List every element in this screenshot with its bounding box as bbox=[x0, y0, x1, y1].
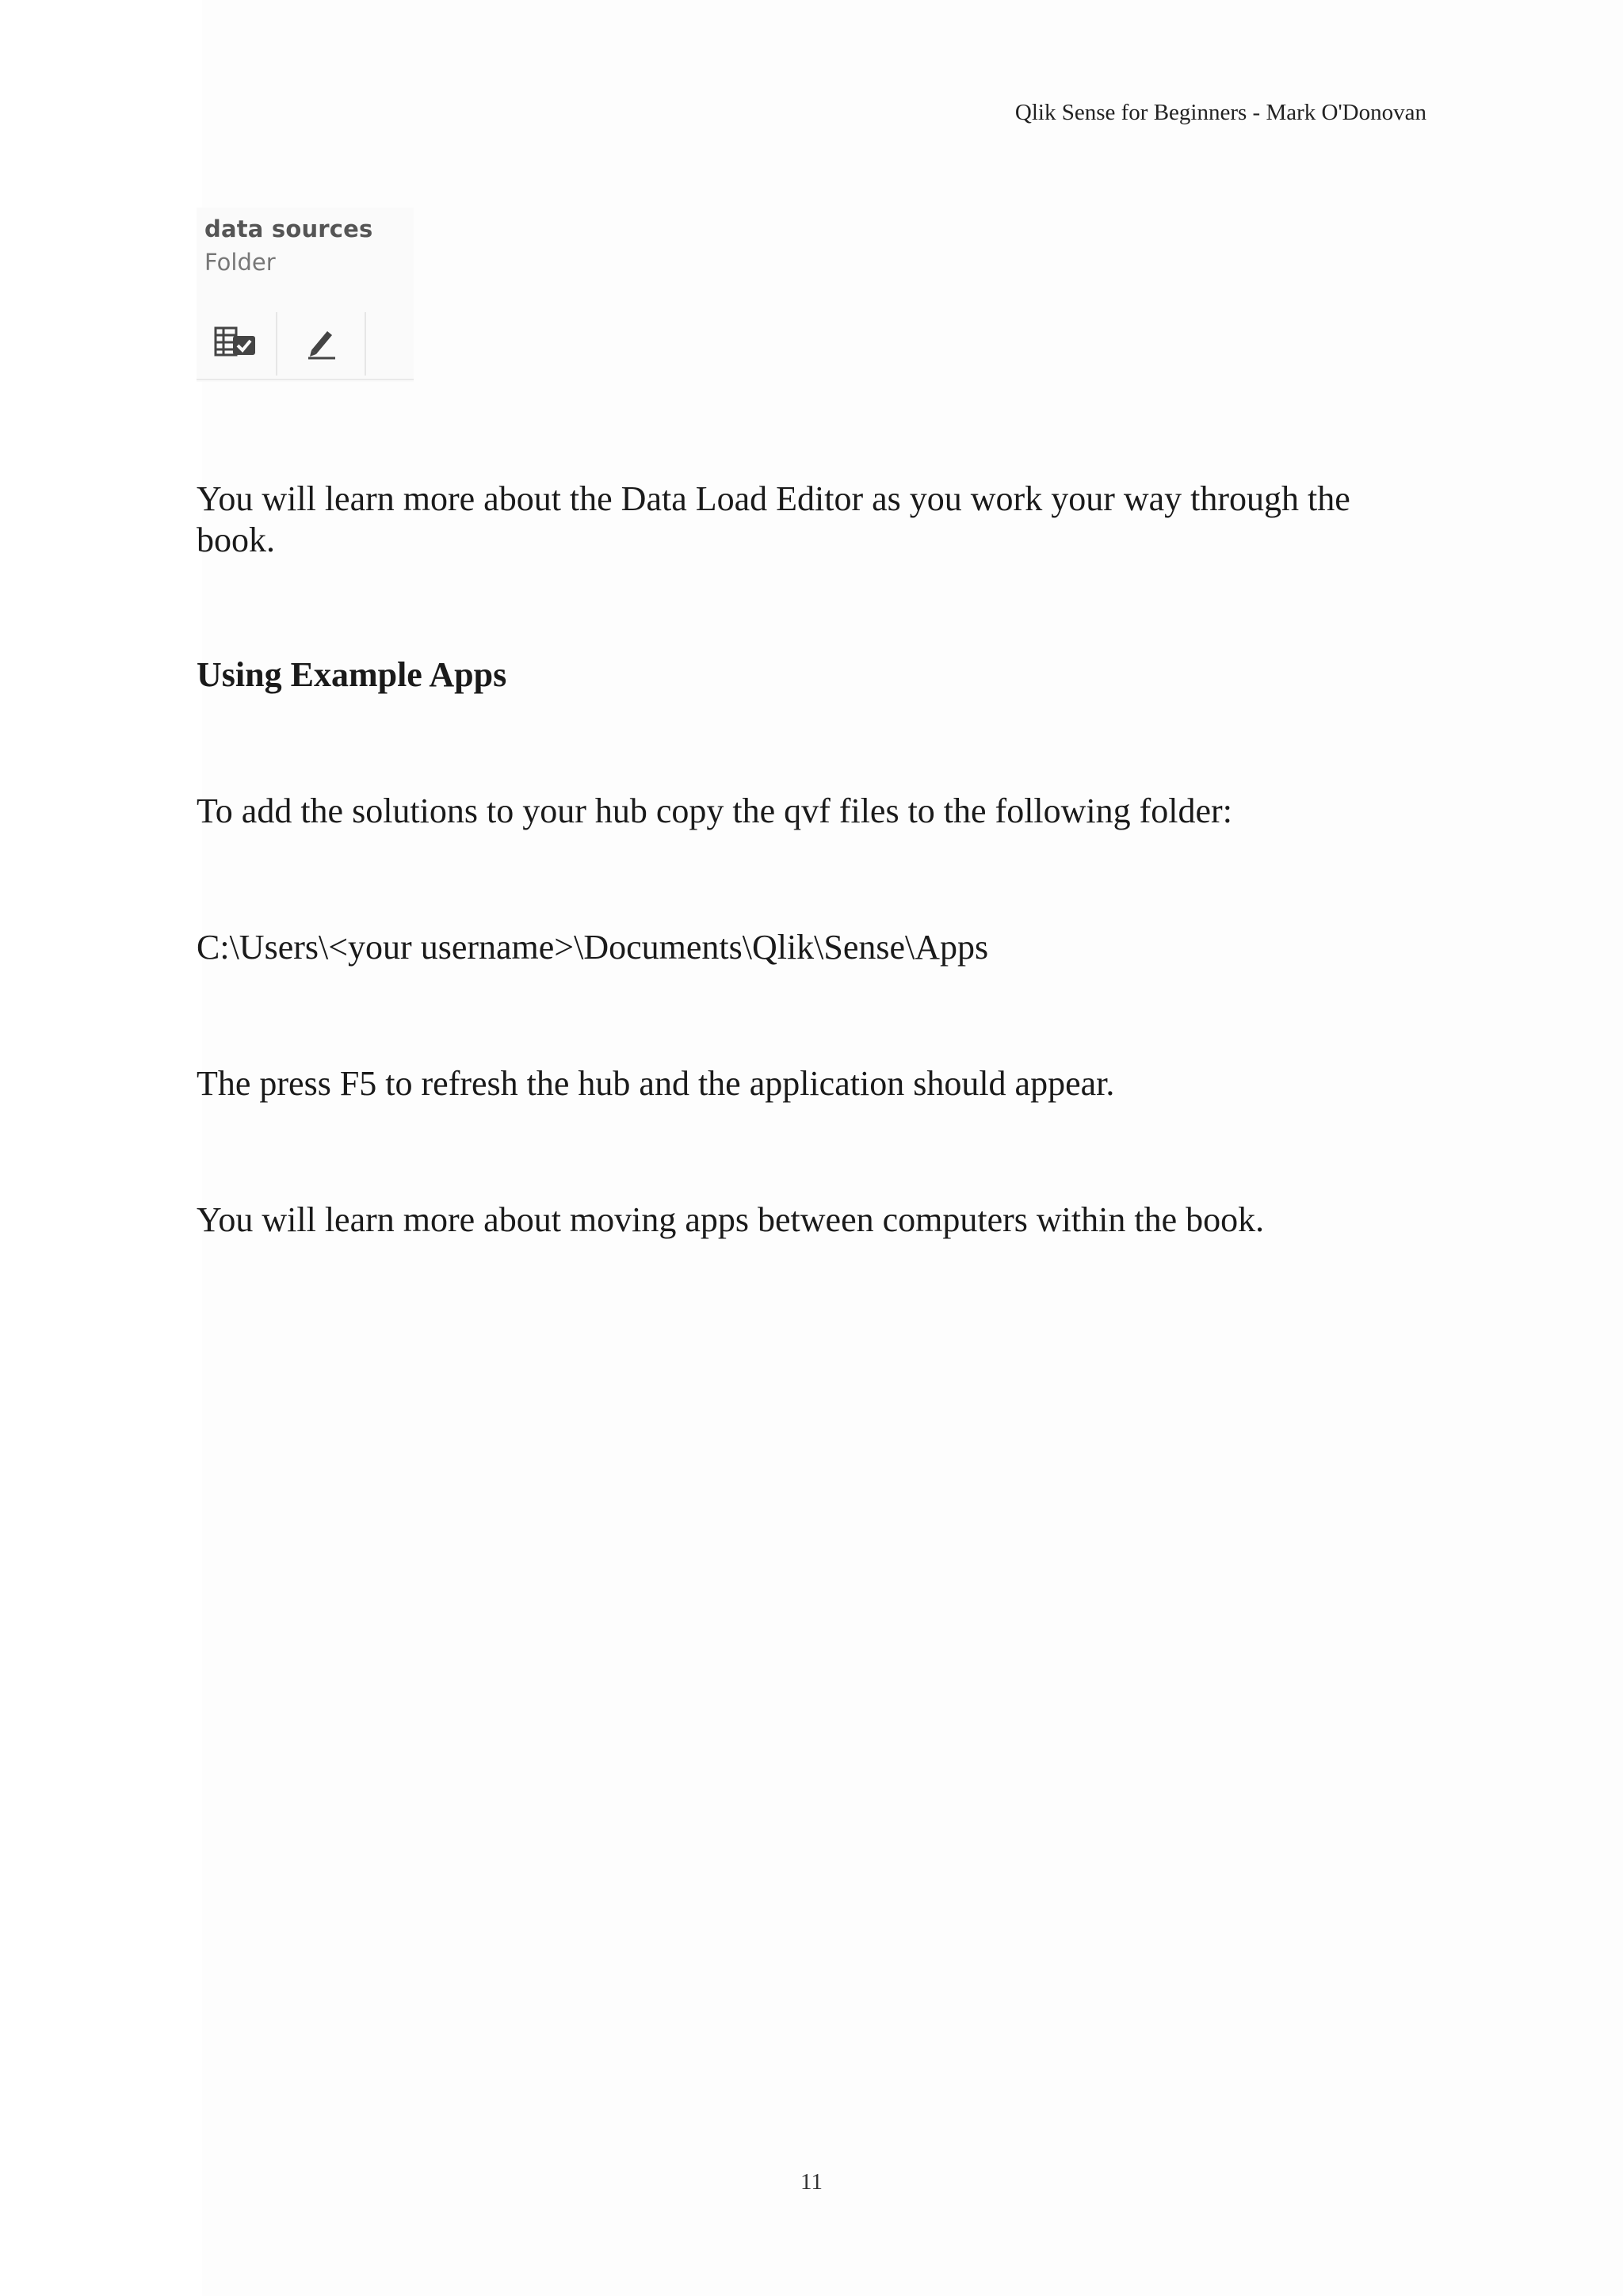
connection-toolbar bbox=[197, 312, 414, 372]
toolbar-bottom-border bbox=[197, 379, 414, 380]
data-connection-card bbox=[197, 208, 414, 382]
edit-connection-button[interactable] bbox=[277, 312, 365, 372]
paragraph-line: You will learn more about the Data Load Editor as you work your way through the bbox=[197, 479, 1350, 518]
select-data-icon bbox=[214, 325, 258, 360]
connection-name: data sources bbox=[204, 215, 373, 242]
section-heading: Using Example Apps bbox=[197, 655, 507, 694]
paragraph: You will learn more about moving apps between computers within the book. bbox=[197, 1200, 1265, 1239]
paragraph: To add the solutions to your hub copy the qvf files to the following folder: bbox=[197, 791, 1232, 830]
edit-pencil-icon bbox=[302, 323, 340, 361]
running-header: Qlik Sense for Beginners - Mark O'Donovan bbox=[1014, 100, 1426, 125]
page-background bbox=[202, 0, 1623, 2296]
toolbar-divider bbox=[365, 312, 366, 376]
connection-type: Folder bbox=[204, 249, 276, 276]
folder-path: C:\Users\<your username>\Documents\Qlik\Sense\Apps bbox=[197, 928, 989, 967]
page-number: 11 bbox=[800, 2169, 823, 2195]
paragraph: The press F5 to refresh the hub and the application should appear. bbox=[197, 1064, 1115, 1103]
select-data-button[interactable] bbox=[197, 312, 276, 372]
paragraph-line: book. bbox=[197, 521, 275, 559]
